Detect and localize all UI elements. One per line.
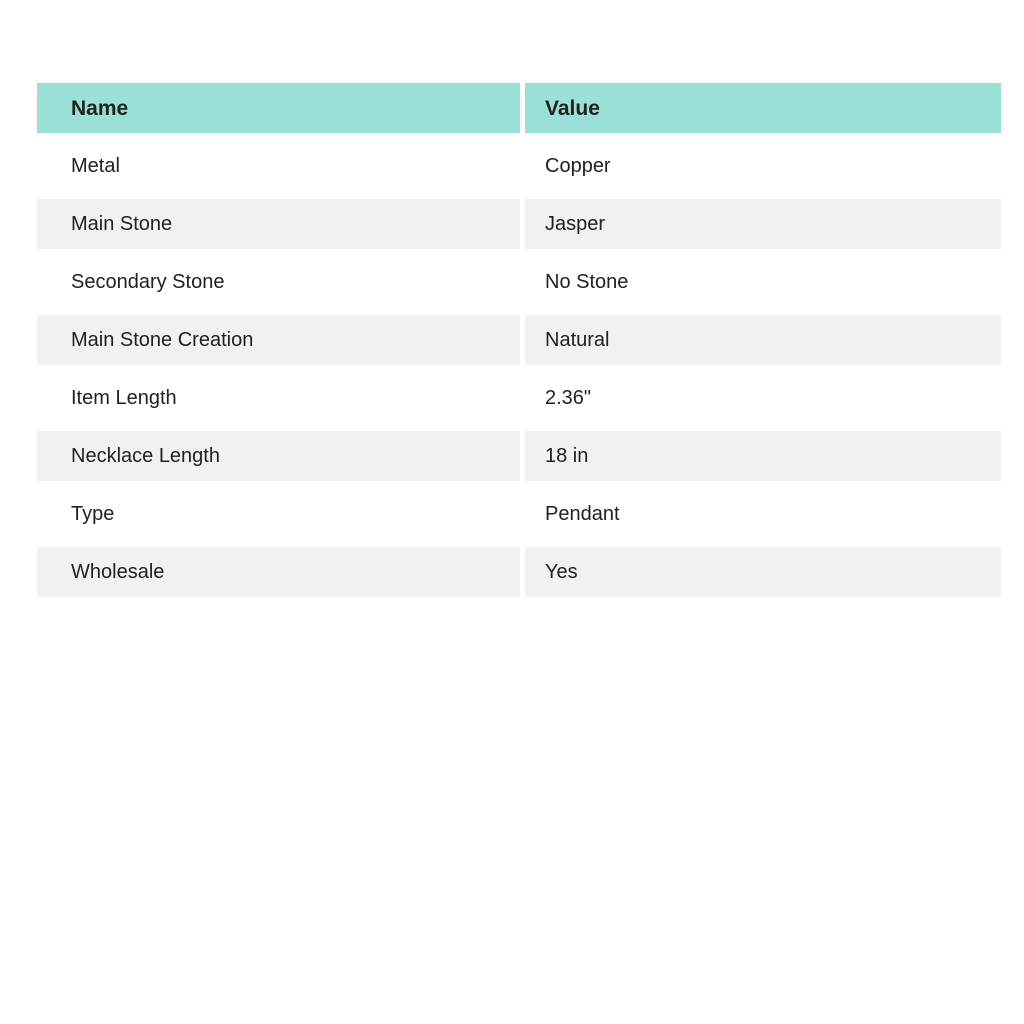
- header-cell-value: Value: [525, 83, 1001, 133]
- attribute-name-cell: Main Stone Creation: [37, 315, 520, 365]
- table-header-row: [37, 83, 1001, 133]
- table-row: [37, 257, 1001, 307]
- attribute-value-cell: Jasper: [525, 199, 1001, 249]
- attribute-value-cell: Yes: [525, 547, 1001, 597]
- attribute-name-cell: Secondary Stone: [37, 257, 520, 307]
- attribute-value-cell: Copper: [525, 141, 1001, 191]
- attribute-name-cell: Type: [37, 489, 520, 539]
- attribute-name-cell: Wholesale: [37, 547, 520, 597]
- attribute-value-cell: Natural: [525, 315, 1001, 365]
- table-row: [37, 141, 1001, 191]
- attribute-name-cell: Main Stone: [37, 199, 520, 249]
- product-attributes-table: [37, 83, 1001, 605]
- attribute-name-cell: Necklace Length: [37, 431, 520, 481]
- header-cell-name: Name: [37, 83, 520, 133]
- table-row: [37, 431, 1001, 481]
- attribute-value-cell: 18 in: [525, 431, 1001, 481]
- attribute-value-cell: Pendant: [525, 489, 1001, 539]
- table-row: [37, 547, 1001, 597]
- table-row: [37, 315, 1001, 365]
- attribute-value-cell: 2.36": [525, 373, 1001, 423]
- table-row: [37, 199, 1001, 249]
- attribute-name-cell: Item Length: [37, 373, 520, 423]
- attribute-name-cell: Metal: [37, 141, 520, 191]
- attribute-value-cell: No Stone: [525, 257, 1001, 307]
- table-row: [37, 373, 1001, 423]
- table-row: [37, 489, 1001, 539]
